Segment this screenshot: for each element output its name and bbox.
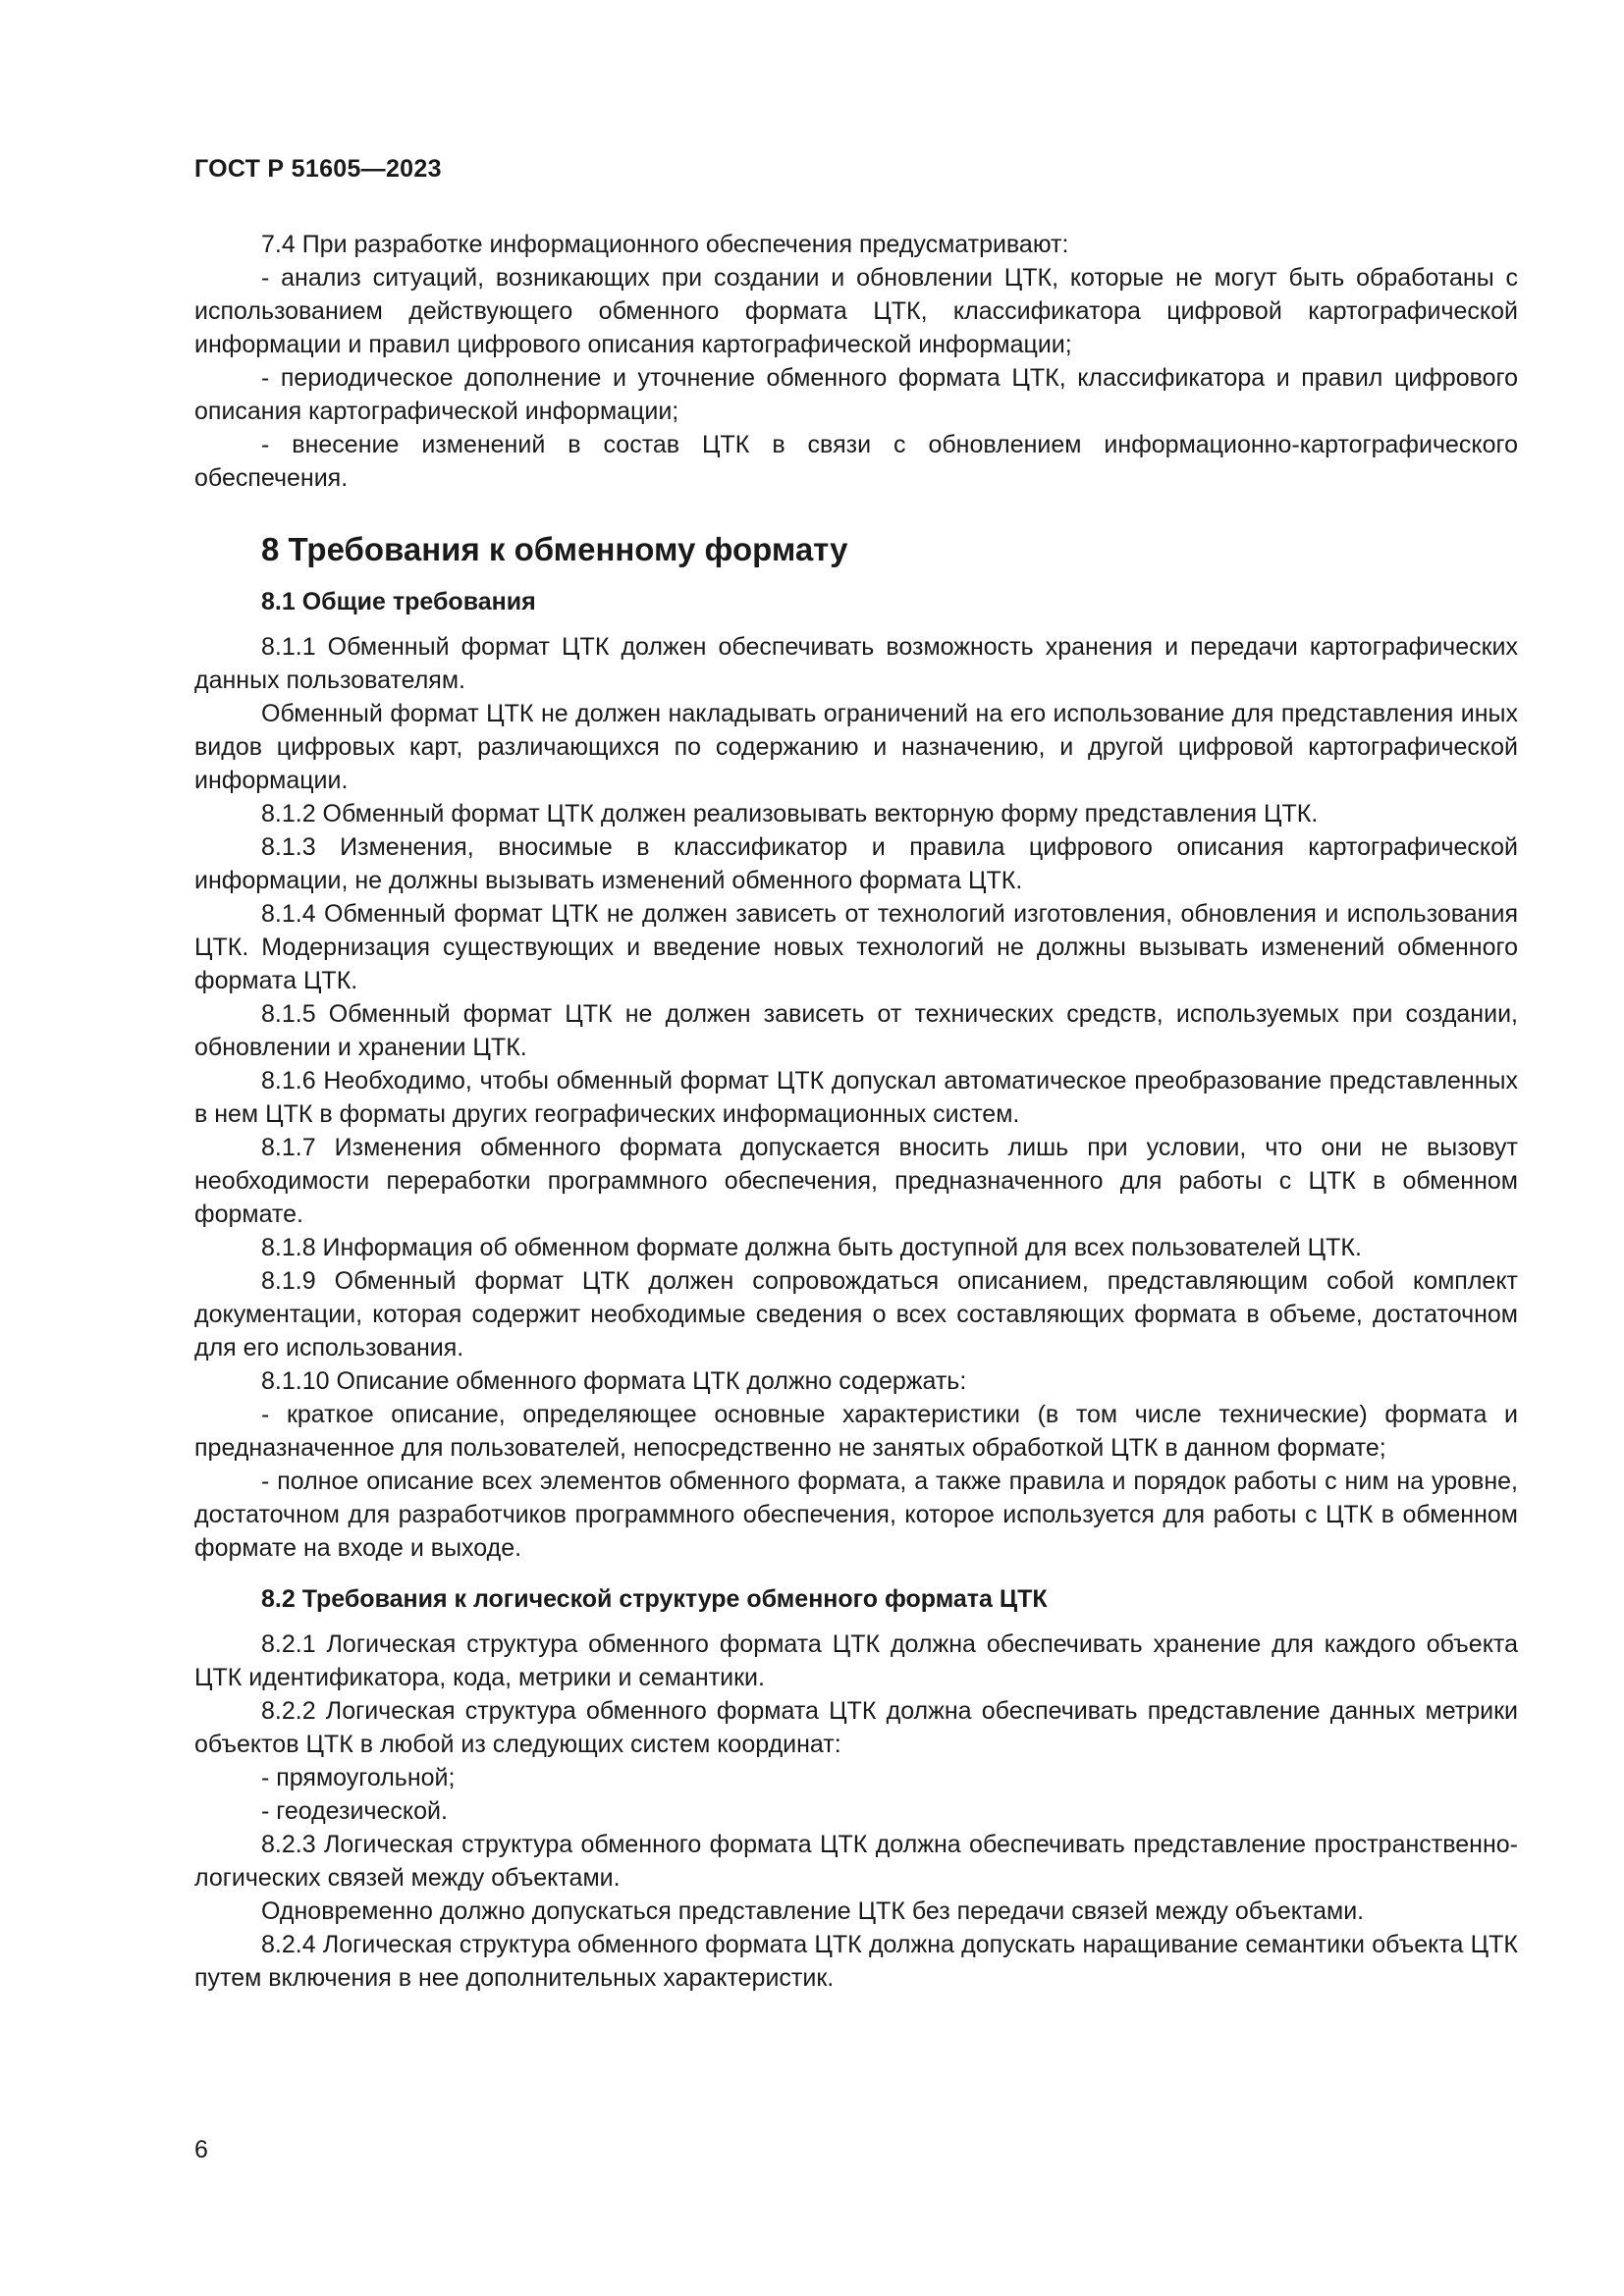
paragraph-8-1-10: 8.1.10 Описание обменного формата ЦТК должно содержать: [261,1367,967,1395]
paragraph-7-4-item-1: - анализ ситуаций, возникающих при создании и обновлении ЦТК, которые не могут быть обработаны с использованием действующего обменного формата ЦТК, классификатора цифровой картографической информации и правил цифрового описания картографической информации; [194,264,1518,358]
document-code-header: ГОСТ Р 51605—2023 [194,155,442,183]
paragraph-8-1-5: 8.1.5 Обменный формат ЦТК не должен зависеть от технических средств, используемых при создании, обновлении и хранении ЦТК. [194,1000,1518,1061]
paragraph-8-1-4: 8.1.4 Обменный формат ЦТК не должен зависеть от технологий изготовления, обновления и использования ЦТК. Модернизация существующих и введение новых технологий не должны вызывать изменений обменного формата ЦТК. [194,900,1518,994]
paragraph-8-2-2-item-2: - геодезической. [261,1797,448,1825]
paragraph-8-1-1: 8.1.1 Обменный формат ЦТК должен обеспечивать возможность хранения и передачи картографических данных пользователям. [194,633,1518,694]
paragraph-8-1-8: 8.1.8 Информация об обменном формате должна быть доступной для всех пользователей ЦТК. [261,1234,1362,1261]
paragraph-8-2-3: 8.2.3 Логическая структура обменного формата ЦТК должна обеспечивать представление пространственно-логических связей между объектами. [194,1831,1518,1892]
section-8-heading: 8 Требования к обменному формату [261,531,848,567]
paragraph-8-1-2: 8.1.2 Обменный формат ЦТК должен реализовывать векторную форму представления ЦТК. [261,800,1319,828]
paragraph-8-2-3-cont: Одновременно должно допускаться представление ЦТК без передачи связей между объектами. [261,1897,1365,1925]
paragraph-7-4-item-2: - периодическое дополнение и уточнение обменного формата ЦТК, классификатора и правил цифрового описания картографической информации; [194,364,1518,425]
paragraph-8-1-9: 8.1.9 Обменный формат ЦТК должен сопровождаться описанием, представляющим собой комплект документации, которая содержит необходимые сведения о всех составляющих формата в объеме, достаточном для его использования. [194,1267,1518,1362]
paragraph-8-1-10-item-2: - полное описание всех элементов обменного формата, а также правила и порядок работы с ним на уровне, достаточном для разработчиков программного обеспечения, которое используется для работы с ЦТК в обменном формате на входе и выходе. [194,1468,1518,1562]
paragraph-8-2-1: 8.2.1 Логическая структура обменного формата ЦТК должна обеспечивать хранение для каждого объекта ЦТК идентификатора, кода, метрики и семантики. [194,1630,1518,1691]
subsection-8-2-heading: 8.2 Требования к логической структуре обменного формата ЦТК [261,1585,1048,1613]
paragraph-8-1-7: 8.1.7 Изменения обменного формата допускается вносить лишь при условии, что они не вызовут необходимости переработки программного обеспечения, предназначенного для работы с ЦТК в обменном формате. [194,1134,1518,1228]
paragraph-7-4-item-3: - внесение изменений в состав ЦТК в связи с обновлением информационно-картографического обеспечения. [194,431,1518,492]
paragraph-7-4: 7.4 При разработке информационного обеспечения предусматривают: [261,231,1069,258]
paragraph-8-2-2-item-1: - прямоугольной; [261,1764,456,1791]
paragraph-8-1-6: 8.1.6 Необходимо, чтобы обменный формат ЦТК допускал автоматическое преобразование представленных в нем ЦТК в форматы других географических информационных систем. [194,1067,1518,1128]
paragraph-8-1-10-item-1: - краткое описание, определяющее основные характеристики (в том числе технические) формата и предназначенное для пользователей, непосредственно не занятых обработкой ЦТК в данном формате; [194,1401,1518,1462]
paragraph-8-1-3: 8.1.3 Изменения, вносимые в классификатор и правила цифрового описания картографической информации, не должны вызывать изменений обменного формата ЦТК. [194,833,1518,894]
paragraph-8-2-2: 8.2.2 Логическая структура обменного формата ЦТК должна обеспечивать представление данных метрики объектов ЦТК в любой из следующих систем координат: [194,1697,1518,1758]
paragraph-8-1-1-cont: Обменный формат ЦТК не должен накладывать ограничений на его использование для представления иных видов цифровых карт, различающихся по содержанию и назначению, и другой цифровой картографической информации. [194,700,1518,794]
subsection-8-1-heading: 8.1 Общие требования [261,588,536,615]
page-number: 6 [194,2136,208,2163]
page-content [194,228,1518,1995]
paragraph-8-2-4: 8.2.4 Логическая структура обменного формата ЦТК должна допускать наращивание семантики объекта ЦТК путем включения в нее дополнительных характеристик. [194,1931,1518,1992]
